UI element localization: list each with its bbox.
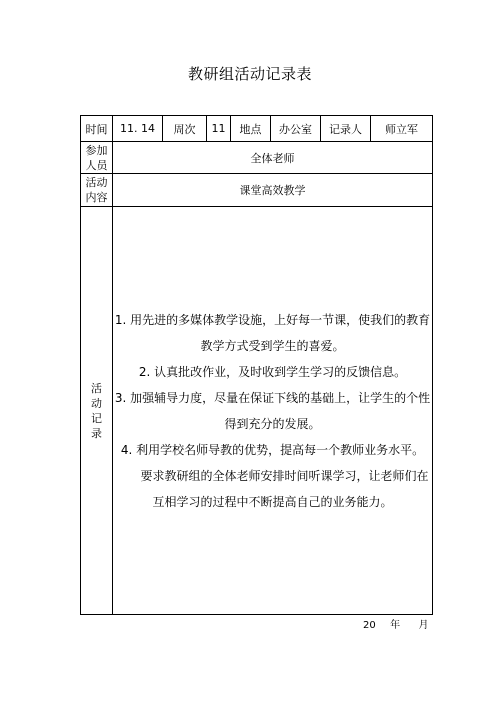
participants-label-line1: 参加: [85, 143, 108, 157]
activity-content-value: 课堂高效教学: [113, 174, 433, 207]
header-row: [81, 116, 433, 142]
participants-label-line2: 人员: [85, 158, 108, 172]
footer-year-prefix: 20: [363, 620, 376, 631]
activity-record-label: [81, 207, 113, 615]
participants-row: [81, 142, 433, 174]
recorder-value: 师立军: [371, 116, 433, 142]
time-value: 11. 14: [113, 116, 163, 142]
record-paragraph-1: 1. 用先进的多媒体教学设施，上好每一节课，使我们的教育教学方式受到学生的喜爱。: [114, 312, 431, 353]
activity-record-content: [113, 207, 433, 615]
recorder-label: 记录人: [321, 116, 371, 142]
activity-content-label-line1: 活动: [85, 176, 108, 189]
footer-year-char: 年: [390, 620, 401, 631]
week-label: 周次: [163, 116, 207, 142]
activity-record-table: [80, 115, 433, 615]
time-label: 时间: [81, 116, 113, 142]
participants-label: [81, 142, 113, 174]
record-paragraph-4: 4. 利用学校名师导教的优势，提高每一个教师业务水平。: [120, 442, 425, 457]
activity-record-label-char3: 记: [91, 411, 102, 425]
activity-record-label-char1: 活: [91, 381, 102, 395]
activity-record-label-char4: 录: [91, 426, 102, 440]
place-label: 地点: [231, 116, 271, 142]
activity-record-row: [81, 207, 433, 615]
footer-month-char: 月: [418, 620, 429, 631]
participants-value: 全体老师: [113, 142, 433, 174]
activity-content-label-line2: 内容: [85, 191, 108, 204]
record-paragraph-5: 要求教研组的全体老师安排时间听课学习，让老师们在互相学习的过程中不断提高自己的业务能力。: [140, 468, 429, 509]
record-paragraph-3: 3. 加强辅导力度，尽量在保证下线的基础上，让学生的个性得到充分的发展。: [114, 390, 431, 431]
activity-content-label: [81, 174, 113, 207]
activity-record-label-char2: 动: [91, 396, 102, 410]
date-footer: [363, 616, 428, 631]
record-paragraph-2: 2. 认真批改作业，及时收到学生学习的反馈信息。: [138, 364, 407, 379]
activity-content-row: [81, 174, 433, 207]
document-title: 教研组活动记录表: [187, 65, 312, 83]
place-value: 办公室: [271, 116, 321, 142]
week-value: 11: [207, 116, 231, 142]
